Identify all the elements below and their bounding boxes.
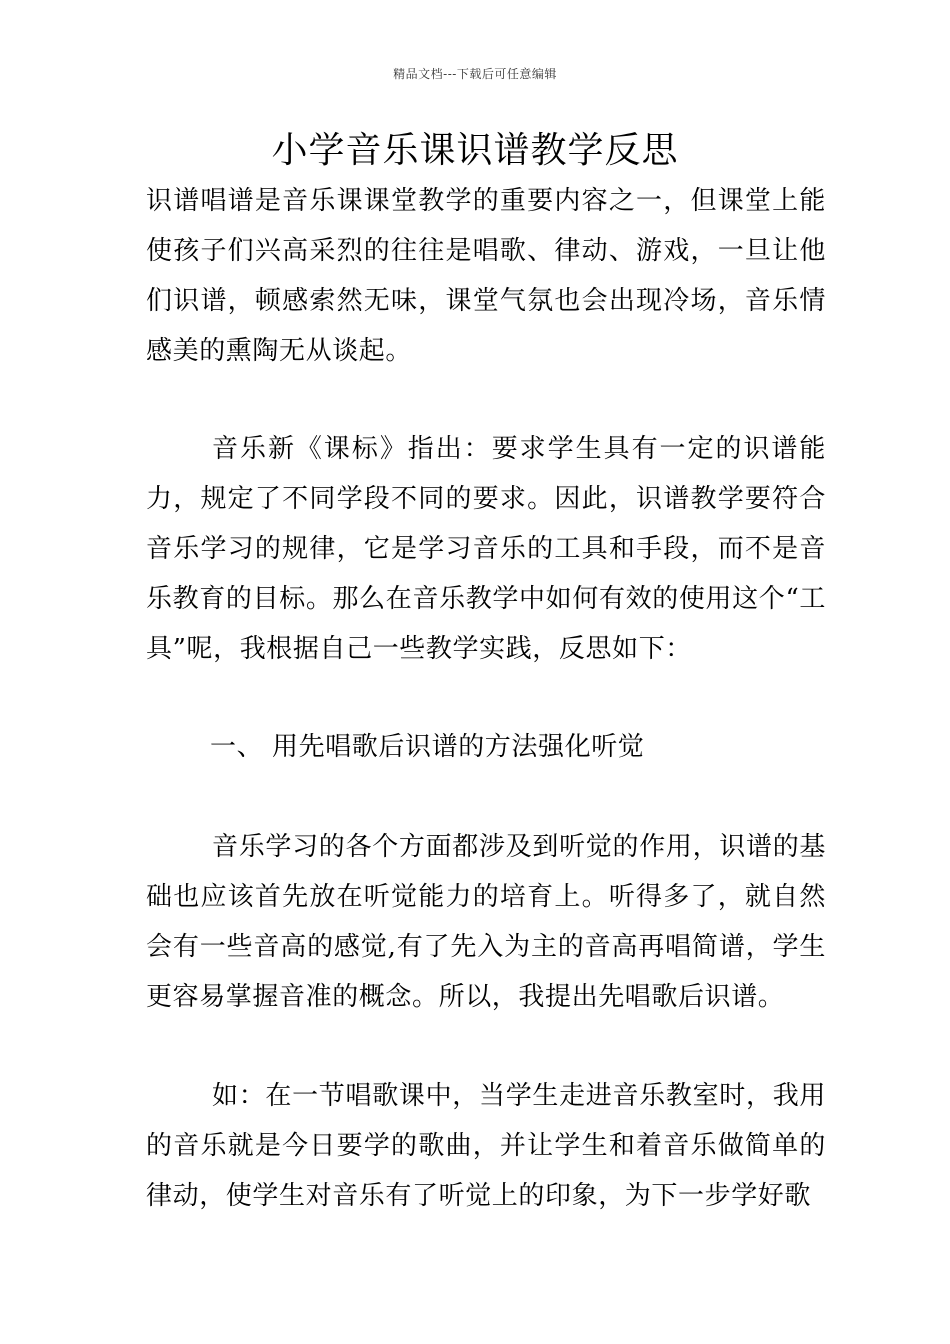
page-header: 精品文档---下载后可任意编辑 bbox=[393, 67, 557, 81]
paragraph-example: 如：在一节唱歌课中，当学生走进音乐教室时，我用的音乐就是今日要学的歌曲，并让学生和着音乐做简单的律动，使学生对音乐有了听觉上的印象，为下一步学好歌 bbox=[146, 1081, 826, 1211]
section-number: 一、 bbox=[210, 732, 264, 762]
section-heading bbox=[210, 722, 810, 772]
paragraph-listening: 音乐学习的各个方面都涉及到听觉的作用，识谱的基础也应该首先放在听觉能力的培育上。听得多了，就自然会有一些音高的感觉,有了先入为主的音高再唱简谱，学生更容易掌握音准的概念。所以，我提出先唱歌后识谱。 bbox=[146, 832, 826, 1012]
paragraph-intro: 识谱唱谱是音乐课课堂教学的重要内容之一，但课堂上能使孩子们兴高采烈的往往是唱歌、律动、游戏，一旦让他们识谱，顿感索然无味，课堂气氛也会出现冷场，音乐情感美的熏陶无从谈起。 bbox=[146, 186, 826, 366]
section-heading-text: 用先唱歌后识谱的方法强化听觉 bbox=[272, 732, 645, 762]
document-title: 小学音乐课识谱教学反思 bbox=[271, 130, 679, 171]
paragraph-curriculum: 音乐新《课标》指出：要求学生具有一定的识谱能力，规定了不同学段不同的要求。因此，识谱教学要符合音乐学习的规律，它是学习音乐的工具和手段，而不是音乐教育的目标。那么在音乐教学中如何有效的使用这个“工具”呢，我根据自己一些教学实践，反思如下： bbox=[146, 434, 826, 664]
